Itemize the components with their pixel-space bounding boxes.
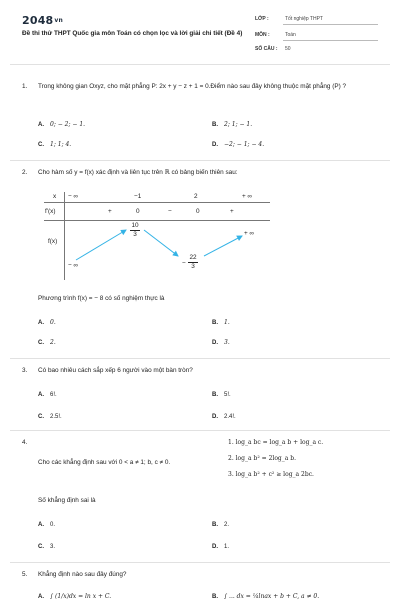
header-separator [10,64,390,65]
question-number: 4. [22,439,28,446]
mon-label: MÔN : [255,32,270,38]
option-d[interactable] [212,140,264,150]
option-label: B. [212,522,218,528]
option-text: 2.5!. [50,414,62,420]
option-b[interactable] [212,592,319,602]
option-text: 2; 1; − 1. [224,121,253,128]
option-text: 3. [224,339,230,346]
option-text: 2. [224,522,230,528]
option-a[interactable] [38,318,56,328]
option-c[interactable] [38,140,71,150]
option-text: 0; − 2; − 1. [50,121,86,128]
variation-table [44,192,270,280]
option-text: 2.4!. [224,414,236,420]
f-max-num: 10 [131,222,139,229]
lop-divider [283,24,378,25]
option-label: C. [38,142,44,148]
question-2 [22,168,382,188]
option-text: 1. [224,319,230,326]
option-text: ∫ ... dx = ¼lnax + b + C, a ≠ 0. [224,593,320,600]
fprime-sign: + [230,208,234,215]
option-label: A. [38,522,44,528]
question-text: Có bao nhiêu cách sắp xếp 6 người vào một bàn tròn? [38,367,193,374]
option-label: D. [212,414,218,420]
f-value: − ∞ [68,262,79,269]
option-a[interactable] [38,520,55,530]
option-text: 2. [50,339,56,346]
exam-header [0,0,400,62]
option-label: C. [38,414,44,420]
question-text: Trong không gian Oxyz, cho mặt phẳng P: 2x + y − z + 1 = 0.Điểm nào sau đây không thuộc mặt phẳng (P) ? [38,83,347,90]
f-min-sign: − [182,260,186,267]
question-number: 3. [22,367,28,374]
statement: 2. log_a b² = 2log_a b. [228,455,296,462]
mon-divider [283,40,378,41]
option-label: A. [38,594,44,600]
option-text: 0. [50,319,56,326]
question-number: 2. [22,169,28,176]
option-label: A. [38,122,44,128]
question-separator [10,358,390,359]
question-4 [22,438,382,556]
exam-title: Đề thi thử THPT Quốc gia môn Toán có chọn lọc và lời giải chi tiết (Đề 4) [22,30,243,37]
question-2-followup [22,294,382,354]
option-label: C. [38,544,44,550]
question-text: Khẳng định nào sau đây đúng? [38,571,127,578]
option-label: D. [212,544,218,550]
option-label: B. [212,320,218,326]
arrow-up [76,230,126,260]
arrow-up [204,236,242,256]
question-separator [10,430,390,431]
question-text: Cho các khẳng định sau với 0 < a ≠ 1; b, c ≠ 0. [38,459,171,466]
question-text: Cho hàm số y = f(x) xác định và liên tục trên ℝ có bảng biến thiên sau: [38,169,238,176]
arrow-down [144,230,178,256]
option-c[interactable] [38,338,56,348]
option-label: A. [38,320,44,326]
question-separator [10,562,390,563]
fprime-sign: + [108,208,112,215]
f-min-num: 22 [189,254,197,261]
option-text: ∫ (1/x)dx = ln x + C. [50,593,112,600]
option-label: B. [212,122,218,128]
option-a[interactable] [38,390,57,400]
question-separator [10,160,390,161]
question-1 [22,82,382,162]
x-value: 2 [194,193,198,200]
option-text: 5!. [224,392,231,398]
socau-label: SỐ CÂU : [255,46,278,52]
option-b[interactable] [212,120,252,130]
option-c[interactable] [38,412,62,422]
site-logo[interactable] [22,14,63,27]
option-text: 1; 1; 4. [50,141,72,148]
fprime-zero: 0 [136,208,140,215]
option-label: A. [38,392,44,398]
f-value: + ∞ [244,230,255,237]
lop-value: Tốt nghiệp THPT [285,16,323,22]
x-row-label: x [53,193,57,200]
option-text: 3. [50,544,56,550]
option-a[interactable] [38,592,111,602]
option-label: B. [212,594,218,600]
x-value: −1 [134,193,142,200]
socau-value: 50 [285,46,291,52]
fprime-zero: 0 [196,208,200,215]
question-3 [22,366,382,426]
option-text: 6!. [50,392,57,398]
option-text: −2; − 1; − 4. [224,141,265,148]
logo-text: 2048 [22,14,54,27]
f-min-den: 3 [191,263,195,270]
f-max-den: 3 [133,231,137,238]
option-c[interactable] [38,542,55,552]
option-b[interactable] [212,390,231,400]
question-5 [22,570,382,600]
logo-suffix: vn [54,17,64,24]
question-number: 1. [22,83,28,90]
option-d[interactable] [212,338,230,348]
question-number: 5. [22,571,28,578]
question-followup: Phương trình f(x) = − 8 có số nghiệm thực là [38,295,165,302]
statement: 1. log_a bc = log_a b + log_a c. [228,439,324,446]
option-a[interactable] [38,120,85,130]
statement-list [228,438,323,480]
option-label: D. [212,340,218,346]
x-value: − ∞ [68,193,79,200]
option-b[interactable] [212,318,230,328]
fprime-sign: − [168,208,172,215]
x-value: + ∞ [242,193,253,200]
option-label: C. [38,340,44,346]
lop-label: LỚP : [255,16,269,22]
variation-arrows [44,192,270,280]
option-label: B. [212,392,218,398]
option-b[interactable] [212,520,229,530]
option-d[interactable] [212,542,229,552]
option-d[interactable] [212,412,236,422]
mon-value: Toán [285,32,296,38]
statement: 3. log_a b² + c² ≥ log_a 2bc. [228,471,314,478]
f-row-label: f(x) [48,238,58,245]
option-text: 1. [224,544,230,550]
option-text: 0. [50,522,56,528]
option-label: D. [212,142,218,148]
fprime-row-label: f'(x) [45,208,56,215]
question-followup: Số khẳng định sai là [38,497,96,504]
